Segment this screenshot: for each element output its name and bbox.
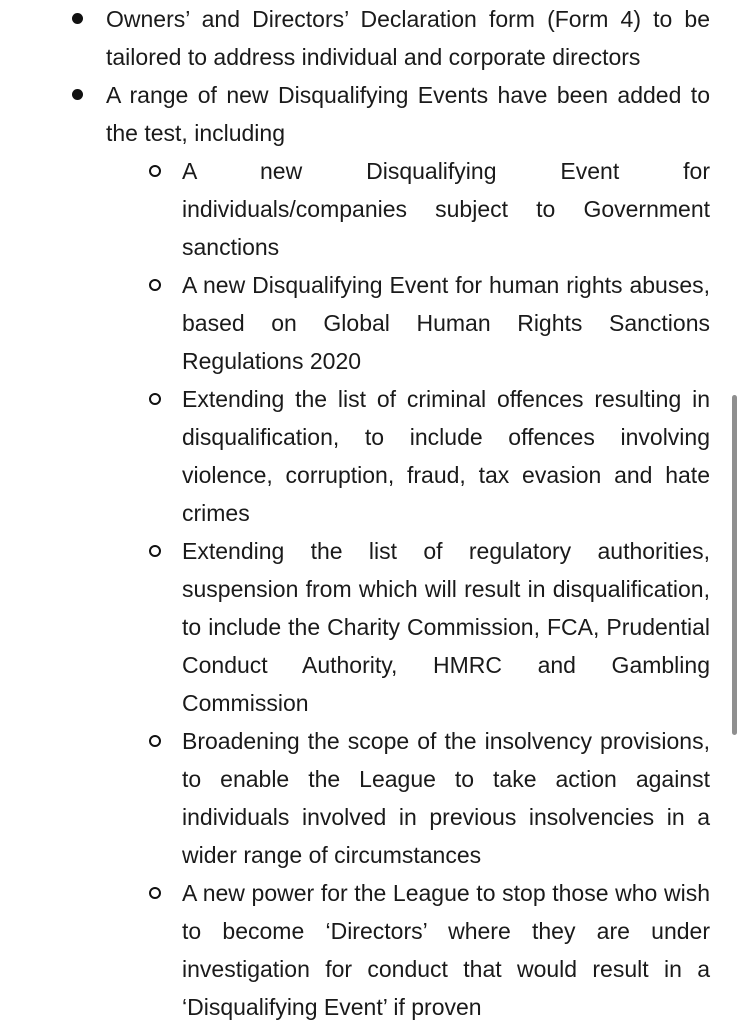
sub-item-text: A new Disqualifying Event for individuals/companies subject to Government sanctions bbox=[182, 158, 710, 260]
sub-item-human-rights bbox=[182, 266, 710, 380]
sub-item-text: Broadening the scope of the insolvency provisions, to enable the League to take action against individuals involved in previous insolvencies in a wider range of circumstances bbox=[182, 728, 710, 868]
scrollbar[interactable] bbox=[732, 395, 737, 735]
sub-item-government-sanctions bbox=[182, 152, 710, 266]
sub-item-text: A new Disqualifying Event for human rights abuses, based on Global Human Rights Sanctions Regulations 2020 bbox=[182, 272, 710, 374]
bullet-icon bbox=[72, 13, 83, 24]
sub-item-text: A new power for the League to stop those who wish to become ‘Directors’ where they are under investigation for conduct that would result in a ‘Disqualifying Event’ if proven bbox=[182, 880, 710, 1020]
hollow-bullet-icon bbox=[149, 279, 161, 291]
bullet-icon bbox=[72, 89, 83, 100]
list-item-disqualifying-events bbox=[106, 76, 710, 1026]
hollow-bullet-icon bbox=[149, 735, 161, 747]
sub-item-criminal-offences bbox=[182, 380, 710, 532]
list-item-text: Owners’ and Directors’ Declaration form (Form 4) to be tailored to address individual and corporate directors bbox=[106, 6, 710, 70]
sub-item-regulatory-authorities bbox=[182, 532, 710, 722]
hollow-bullet-icon bbox=[149, 545, 161, 557]
sub-bullet-list bbox=[182, 152, 710, 1026]
hollow-bullet-icon bbox=[149, 887, 161, 899]
hollow-bullet-icon bbox=[149, 393, 161, 405]
sub-item-insolvency bbox=[182, 722, 710, 874]
sub-item-investigation-power bbox=[182, 874, 710, 1026]
sub-item-text: Extending the list of regulatory authorities, suspension from which will result in disqualification, to include the Charity Commission, FCA, Prudential Conduct Authority, HMRC and Gambling Commission bbox=[182, 538, 710, 716]
bullet-list bbox=[106, 0, 710, 1026]
list-item-text: A range of new Disqualifying Events have been added to the test, including bbox=[106, 82, 710, 146]
list-item-declaration-form bbox=[106, 0, 710, 76]
sub-item-text: Extending the list of criminal offences resulting in disqualification, to include offences involving violence, corruption, fraud, tax evasion and hate crimes bbox=[182, 386, 710, 526]
hollow-bullet-icon bbox=[149, 165, 161, 177]
